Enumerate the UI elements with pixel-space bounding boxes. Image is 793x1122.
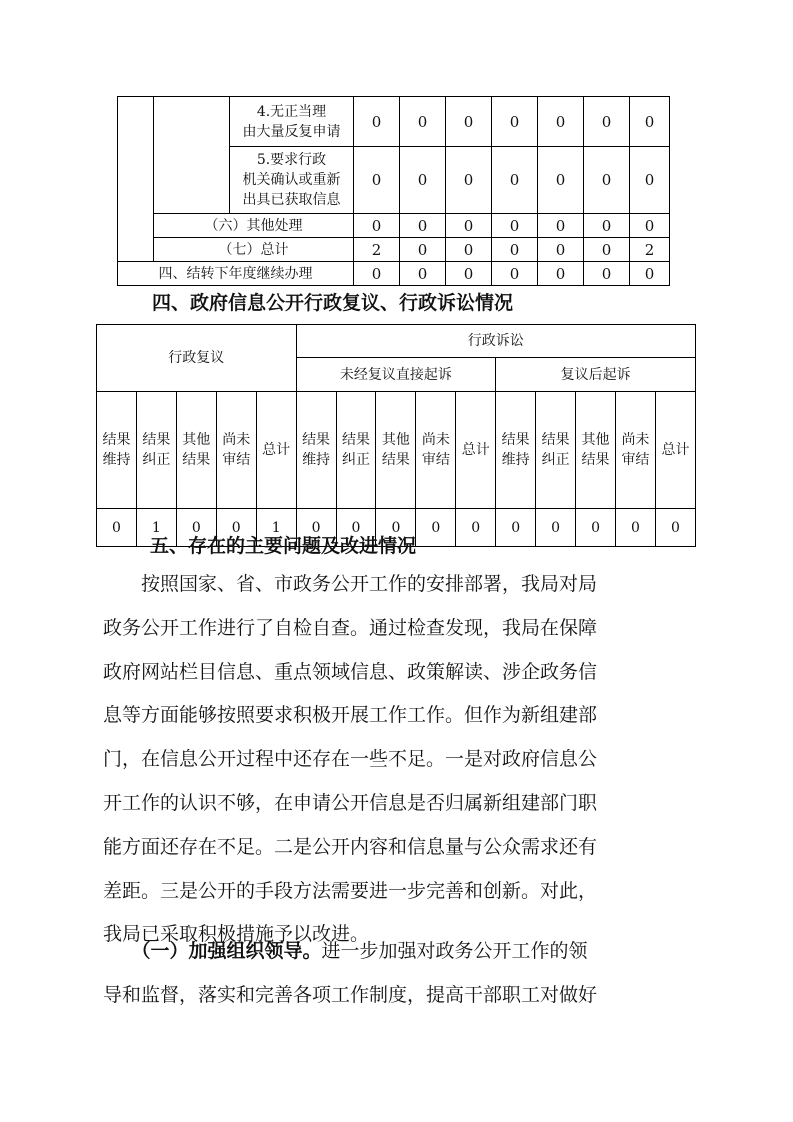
value-cell: 0	[492, 238, 538, 262]
value-cell: 0	[584, 147, 630, 214]
row-label	[230, 147, 354, 214]
column-header	[97, 392, 137, 509]
direct-suit-header: 未经复议直接起诉	[296, 358, 496, 392]
column-header-line: 尚未	[421, 432, 450, 448]
value-cell: 0	[400, 214, 446, 238]
value-cell: 0	[354, 147, 400, 214]
column-header	[496, 392, 536, 509]
row-label-line: 机关确认或重新	[242, 172, 341, 188]
column-header-line: 结果	[581, 452, 610, 468]
row-label-line: 由大量反复申请	[242, 123, 341, 140]
application-handling-table	[117, 96, 670, 286]
blank-cell	[118, 97, 154, 262]
value-cell: 0	[615, 509, 655, 547]
column-header	[416, 392, 456, 509]
value-cell: 0	[630, 214, 670, 238]
row-label-line: 四、结转下年度继续办理	[158, 265, 313, 282]
column-header-line: 总计	[661, 442, 690, 458]
row-label-line: 出具已获取信息	[242, 192, 341, 208]
column-header-line: 纠正	[341, 452, 370, 468]
section-heading-review-litigation: 四、政府信息公开行政复议、行政诉讼情况	[152, 292, 514, 314]
value-cell: 0	[584, 214, 630, 238]
value-cell: 2	[354, 238, 400, 262]
value-cell: 0	[584, 262, 630, 286]
column-header-line: 其他	[381, 432, 410, 448]
column-header-line: 审结	[222, 452, 251, 468]
value-cell: 0	[584, 238, 630, 262]
value-cell: 0	[400, 147, 446, 214]
column-header-line: 结果	[142, 432, 171, 448]
value-cell: 0	[446, 214, 492, 238]
column-header	[536, 392, 576, 509]
paragraph-line: 能方面还存在不足。二是公开内容和信息量与公众需求还有	[103, 835, 598, 858]
column-header	[615, 392, 655, 509]
value-cell: 0	[400, 97, 446, 147]
row-label-line: 4.无正当理	[256, 103, 327, 120]
value-cell: 0	[446, 97, 492, 147]
column-header-line: 结果	[501, 432, 530, 448]
row-label	[154, 214, 354, 238]
paragraph-line: 我局已采取积极措施予以改进。	[103, 923, 370, 946]
column-header-line: 结果	[182, 452, 211, 468]
review-litigation-table	[96, 324, 696, 547]
column-header-line: 维持	[501, 452, 530, 468]
column-header-line: 维持	[102, 452, 131, 468]
paragraph-line: 差距。三是公开的手段方法需要进一步完善和创新。对此，	[103, 879, 598, 902]
table-row	[118, 238, 670, 262]
column-header-line: 总计	[461, 442, 490, 458]
column-header-line: 结果	[541, 432, 570, 448]
row-label	[230, 97, 354, 147]
table-row	[118, 214, 670, 238]
column-header-line: 其他	[581, 432, 610, 448]
value-cell: 0	[376, 509, 416, 547]
value-cell: 0	[630, 97, 670, 147]
value-cell: 0	[336, 509, 376, 547]
value-cell: 0	[296, 509, 336, 547]
column-header-line: 结果	[381, 452, 410, 468]
table-row	[118, 97, 670, 147]
value-cell: 1	[256, 509, 296, 547]
value-cell: 0	[456, 509, 496, 547]
paragraph-line: 政务公开工作进行了自检自查。通过检查发现，我局在保障	[103, 616, 598, 639]
paragraph-line: 开工作的认识不够，在申请公开信息是否归属新组建部门职	[103, 791, 598, 814]
value-cell: 0	[492, 147, 538, 214]
column-header	[336, 392, 376, 509]
row-label	[118, 262, 354, 286]
column-header	[176, 392, 216, 509]
column-header	[136, 392, 176, 509]
after-review-suit-header: 复议后起诉	[496, 358, 696, 392]
paragraph-line: 导和监督，落实和完善各项工作制度，提高干部职工对做好	[103, 983, 598, 1006]
value-cell: 0	[97, 509, 137, 547]
column-header	[576, 392, 616, 509]
column-header	[456, 392, 496, 509]
value-cell: 0	[538, 147, 584, 214]
value-cell: 0	[538, 97, 584, 147]
review-header: 行政复议	[97, 325, 297, 392]
value-cell: 0	[446, 147, 492, 214]
problems-paragraph	[103, 563, 693, 957]
value-cell: 0	[496, 509, 536, 547]
value-cell: 0	[492, 214, 538, 238]
paragraph-line: 门，在信息公开过程中还存在一些不足。一是对政府信息公	[103, 748, 598, 771]
value-cell: 1	[136, 509, 176, 547]
litigation-header: 行政诉讼	[296, 325, 695, 358]
strengthen-leadership-paragraph	[103, 930, 693, 1018]
column-header-line: 结果	[102, 432, 131, 448]
column-header	[216, 392, 256, 509]
value-cell: 0	[536, 509, 576, 547]
column-header-line: 结果	[302, 432, 331, 448]
column-header-line: 其他	[182, 432, 211, 448]
paragraph-line: 政府网站栏目信息、重点领域信息、政策解读、涉企政务信	[103, 660, 598, 683]
value-cell: 0	[446, 262, 492, 286]
column-header-line: 审结	[421, 452, 450, 468]
leadership-title: （一）加强组织领导。	[141, 940, 322, 962]
value-cell: 0	[354, 214, 400, 238]
value-cell: 0	[630, 147, 670, 214]
value-cell: 0	[400, 262, 446, 286]
leadership-text: 进一步加强对政务公开工作的领	[321, 940, 588, 962]
paragraph-line: 息等方面能够按照要求积极开展工作工作。但作为新组建部	[103, 704, 598, 727]
table-row	[118, 262, 670, 286]
value-cell: 0	[446, 238, 492, 262]
column-header	[256, 392, 296, 509]
column-header-line: 尚未	[222, 432, 251, 448]
value-cell: 0	[492, 97, 538, 147]
value-cell: 0	[176, 509, 216, 547]
value-cell: 0	[492, 262, 538, 286]
value-cell: 2	[630, 238, 670, 262]
section-heading-problems: 五、存在的主要问题及改进情况	[150, 535, 417, 557]
column-header	[376, 392, 416, 509]
column-header-line: 总计	[262, 442, 291, 458]
paragraph-line: 按照国家、省、市政务公开工作的安排部署，我局对局	[103, 573, 598, 595]
value-cell: 0	[354, 97, 400, 147]
column-header-line: 纠正	[541, 452, 570, 468]
value-cell: 0	[416, 509, 456, 547]
column-header	[296, 392, 336, 509]
row-label	[154, 238, 354, 262]
blank-cell	[154, 97, 230, 214]
column-header-line: 审结	[621, 452, 650, 468]
row-label-line: （七）总计	[218, 241, 289, 258]
value-cell: 0	[216, 509, 256, 547]
value-cell: 0	[576, 509, 616, 547]
value-cell: 0	[630, 262, 670, 286]
column-header	[655, 392, 695, 509]
value-cell: 0	[354, 262, 400, 286]
value-cell: 0	[584, 97, 630, 147]
row-label-line: （六）其他处理	[204, 217, 303, 234]
value-cell: 0	[538, 238, 584, 262]
value-cell: 0	[400, 238, 446, 262]
column-header-line: 纠正	[142, 452, 171, 468]
value-cell: 0	[538, 262, 584, 286]
row-label-line: 5.要求行政	[256, 152, 327, 168]
value-cell: 0	[538, 214, 584, 238]
column-header-line: 维持	[302, 452, 331, 468]
column-header-line: 尚未	[621, 432, 650, 448]
value-cell: 0	[655, 509, 695, 547]
column-header-line: 结果	[341, 432, 370, 448]
paragraph-line	[103, 930, 693, 974]
